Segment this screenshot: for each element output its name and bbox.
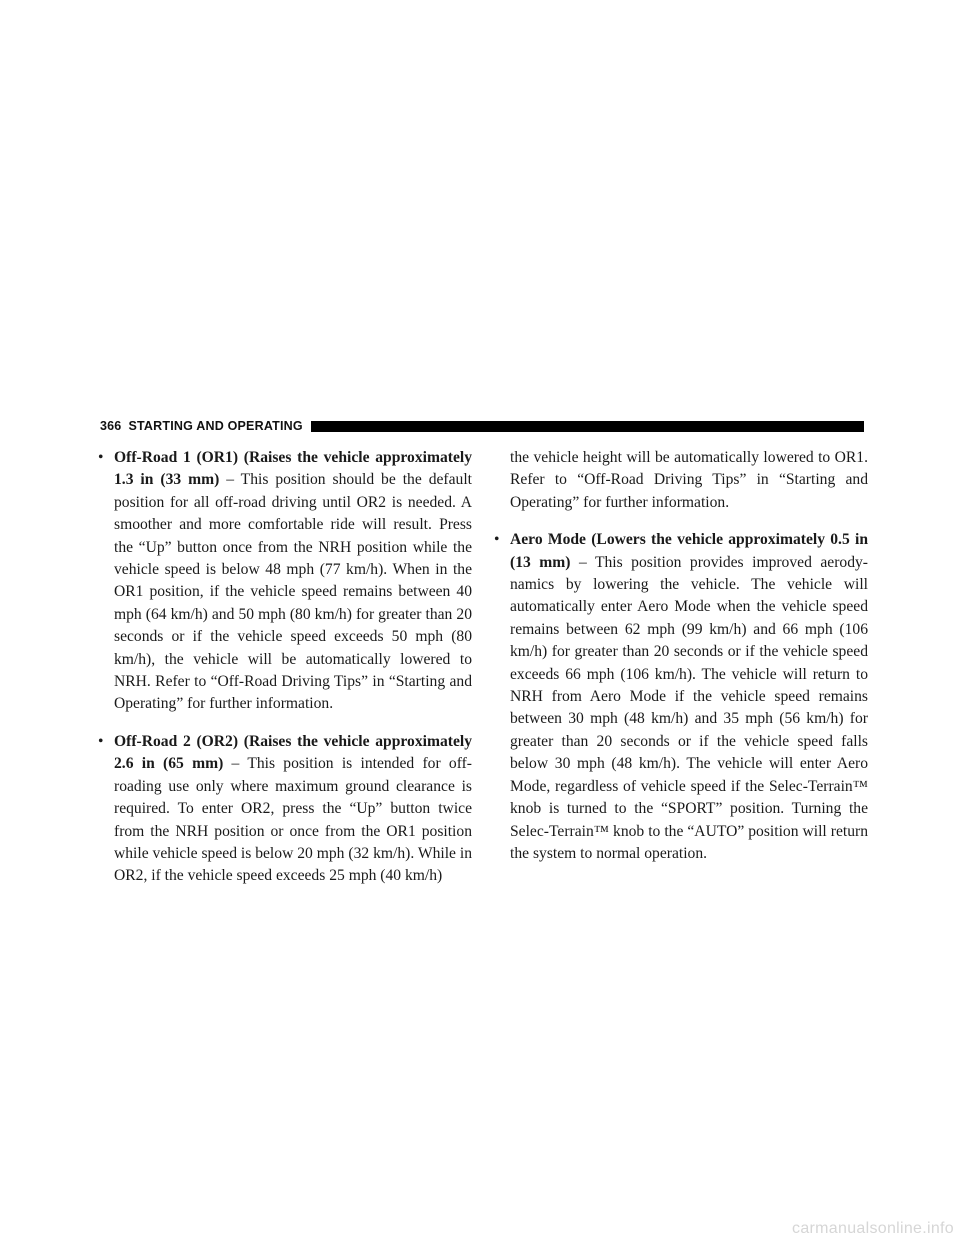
page-number: 366 [100, 419, 122, 433]
continuation-paragraph: the vehicle height will be automatically lowered to OR1. Refer to “Off-Road Driving Tips” in “Starting and Operating” for further information. [510, 449, 868, 511]
item-body: – This position provides improved aerodynamics by lowering the vehicle. The vehicle will automatically enter Aero Mode when the vehicle speed remains between 62 mph (99 km/h) and 66 mph (106 km/h) for greater than 20 seconds or if the vehicle speed exceeds 66 mph (106 km/h). The vehicle will return to NRH from Aero Mode if the vehicle speed remains between 30 mph (48 km/h) and 35 mph (56 km/h) for greater than 20 seconds or if the vehicle speed falls below 30 mph (48 km/h). The vehicle will enter Aero Mode, regardless of vehicle speed if the Selec-Terrain™ knob is turned to the “SPORT” position. Turning the Selec-Terrain™ knob to the “AUTO” position will return the system to normal operation. [510, 553, 868, 862]
bullet-item-or2 [98, 731, 472, 888]
item-body: – This position is intended for off-roading use only where maximum ground clearance is required. To enter OR2, press the “Up” button twice from the NRH position or once from the OR1 position while vehicle speed is below 20 mph (32 km/h). While in OR2, if the vehicle speed exceeds 25 mph (40 km/h) [114, 755, 472, 885]
item-heading: Aero Mode (Lowers the vehicle approximately 0.5 in (13 mm) [510, 531, 868, 571]
item-heading: Off-Road 2 (OR2) (Raises the vehicle approximately 2.6 in (65 mm) [114, 732, 472, 773]
bullet-item-aero-mode [494, 529, 868, 865]
bullet-icon: • [494, 531, 500, 549]
item-body: – This position should be the default position for all off-road driving until OR2 is needed. A smoother and more comfortable ride will result. Press the “Up” button once from the NRH position while the vehicle speed is below 48 mph (77 km/h). When in the OR1 position, if the vehicle speed remains between 40 mph (64 km/h) and 50 mph (80 km/h) for greater than 20 seconds or if the vehicle speed exceeds 50 mph (80 km/h), the vehicle will be automatically lowered to NRH. Refer to “Off-Road Driving Tips” in “Starting and Operating” for further information. [114, 471, 472, 713]
bullet-icon: • [98, 732, 104, 750]
bullet-item-or1 [98, 447, 472, 716]
page-header [100, 419, 864, 433]
bullet-icon: • [98, 449, 104, 466]
page-content [98, 447, 868, 903]
watermark: carmanualsonline.info [792, 1220, 954, 1237]
header-rule [311, 421, 864, 432]
left-column [98, 447, 472, 903]
right-column [494, 447, 868, 903]
section-title: STARTING AND OPERATING [128, 419, 303, 433]
item-heading: Off-Road 1 (OR1) (Raises the vehicle approximately 1.3 in (33 mm) [114, 449, 472, 489]
